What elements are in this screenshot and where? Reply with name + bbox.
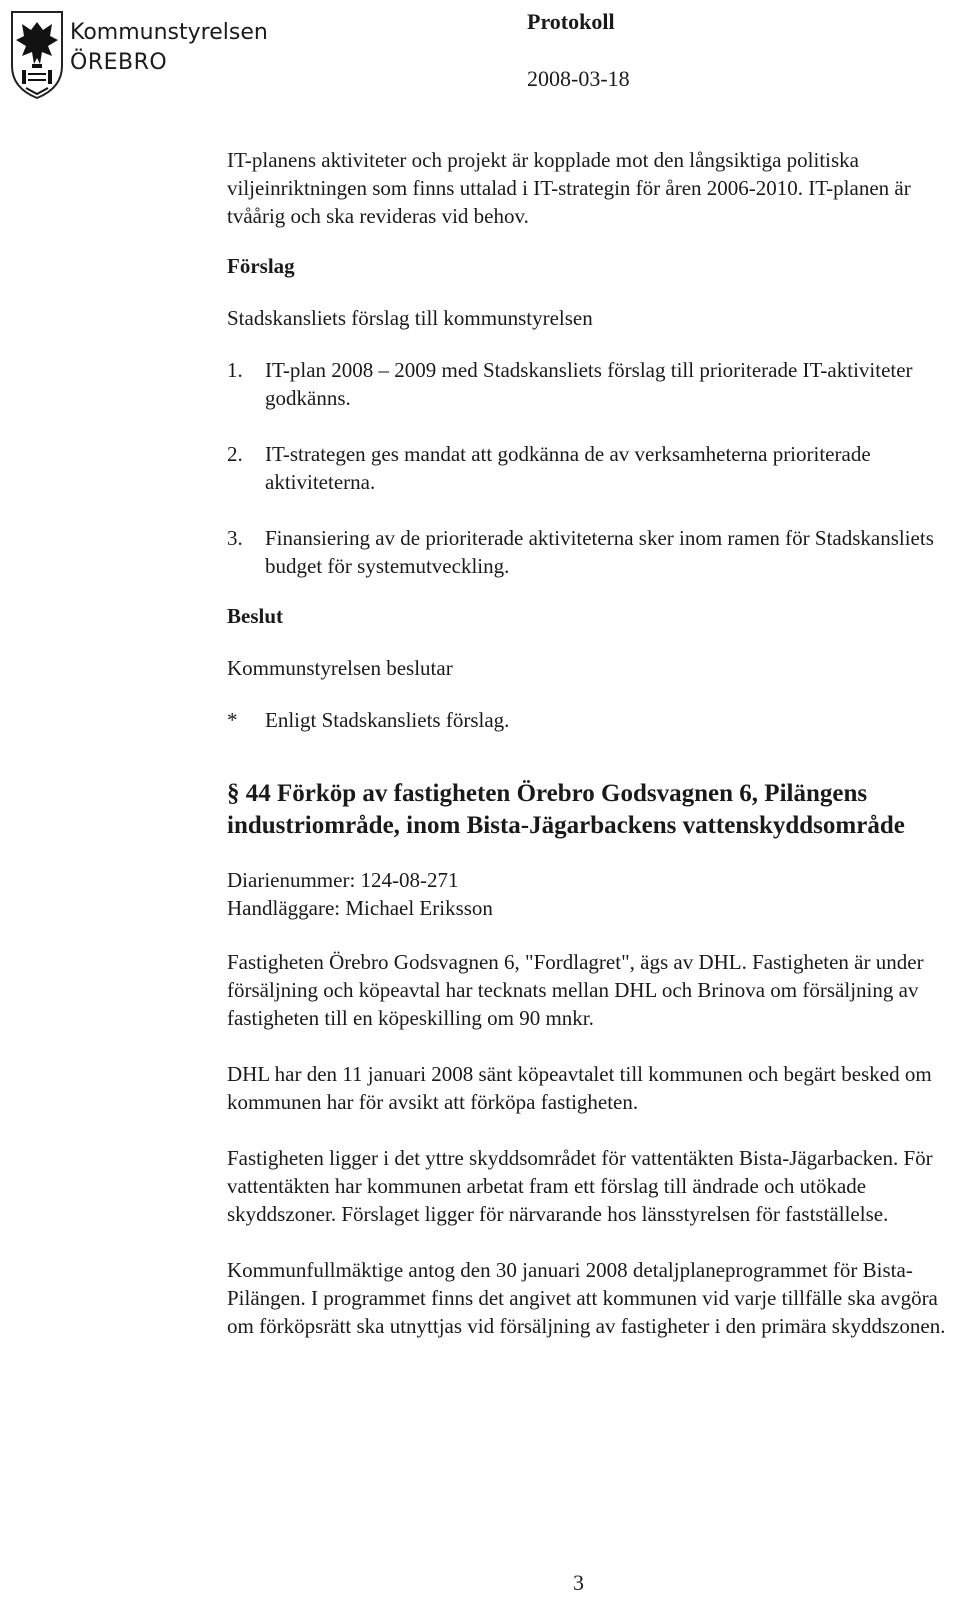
page-number: 3 <box>573 1570 584 1595</box>
document-body <box>227 146 947 1368</box>
proposal-item <box>227 440 947 496</box>
decision-item-text: Enligt Stadskansliets förslag. <box>265 708 510 732</box>
proposal-item-text: Finansiering av de prioriterade aktiviteterna sker inom ramen för Stadskansliets budget för systemutveckling. <box>265 526 934 578</box>
intro-paragraph: IT-planens aktiviteter och projekt är kopplade mot den långsiktiga politiska viljeinriktningen som finns uttalad i IT-strategin för åren 2006-2010. IT-planen är tvåårig och ska revideras vid behov. <box>227 148 911 228</box>
asterisk-bullet: * <box>227 708 238 732</box>
decision-heading: Beslut <box>227 604 284 628</box>
coat-of-arms-logo <box>8 8 66 102</box>
city-name: ÖREBRO <box>70 50 168 75</box>
proposal-lead: Stadskansliets förslag till kommunstyrelsen <box>227 306 593 330</box>
decision-lead: Kommunstyrelsen beslutar <box>227 656 453 680</box>
proposal-heading: Förslag <box>227 254 295 278</box>
organization-name <box>70 18 268 78</box>
document-type: Protokoll <box>527 9 615 34</box>
proposal-item-text: IT-plan 2008 – 2009 med Stadskansliets förslag till prioriterade IT-aktiviteter godkänns. <box>265 358 913 410</box>
handlaggare: Handläggare: Michael Eriksson <box>227 896 493 920</box>
proposal-item-number: 3. <box>227 526 243 550</box>
section-paragraph: Fastigheten Örebro Godsvagnen 6, "Fordlagret", ägs av DHL. Fastigheten är under försäljning och köpeavtal har tecknats mellan DHL och Brinova om försäljning av fastigheten till en köpeskilling om 90 mnkr. <box>227 950 924 1030</box>
proposal-item <box>227 524 947 580</box>
case-metadata <box>227 866 947 922</box>
proposal-item-number: 2. <box>227 442 243 466</box>
proposal-list <box>227 356 947 580</box>
org-name: Kommunstyrelsen <box>70 20 268 45</box>
section-title: § 44 Förköp av fastigheten Örebro Godsvagnen 6, Pilängens industriområde, inom Bista-Jägarbackens vattenskyddsområde <box>227 780 905 839</box>
section-paragraph: DHL har den 11 januari 2008 sänt köpeavtalet till kommunen och begärt besked om kommunen har för avsikt att förköpa fastigheten. <box>227 1062 932 1114</box>
decision-item <box>227 706 947 734</box>
diarienummer: Diarienummer: 124-08-271 <box>227 868 459 892</box>
proposal-item-text: IT-strategen ges mandat att godkänna de av verksamheterna prioriterade aktiviteterna. <box>265 442 871 494</box>
section-paragraph: Kommunfullmäktige antog den 30 januari 2008 detaljplaneprogrammet för Bista-Pilängen. I programmet finns det angivet att kommunen vid varje tillfälle ska avgöra om förköpsrätt ska utnyttjas vid försäljning av fastigheter i den primära skyddszonen. <box>227 1258 946 1338</box>
document-date: 2008-03-18 <box>527 66 630 91</box>
section-paragraph: Fastigheten ligger i det yttre skyddsområdet för vattentäkten Bista-Jägarbacken. För vattentäkten har kommunen arbetat fram ett förslag till ändrade och utökade skyddszoner. Förslaget ligger för närvarande hos länsstyrelsen för fastställelse. <box>227 1146 933 1226</box>
proposal-item-number: 1. <box>227 358 243 382</box>
proposal-item <box>227 356 947 412</box>
